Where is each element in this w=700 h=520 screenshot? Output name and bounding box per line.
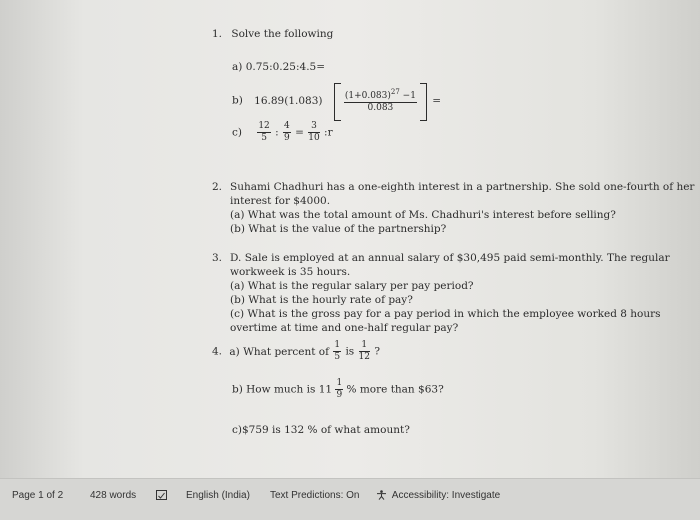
- question-3-line-5: (c) What is the gross pay for a pay period in which the employee worked 8 hours: [230, 308, 661, 320]
- question-4a-is: is: [345, 345, 355, 358]
- question-2-number: 2.: [212, 181, 223, 193]
- question-1c-equals: =: [295, 126, 304, 139]
- question-1c-fraction-3: $\frac{3}{10}$: [308, 121, 320, 143]
- language-status[interactable]: English (India): [186, 490, 250, 501]
- question-4c: c)$759 is 132 % of what amount?: [232, 424, 410, 436]
- accessibility-status[interactable]: [376, 490, 500, 501]
- question-1b-bracket-expression: [334, 87, 427, 114]
- question-1c-tail: :r: [324, 126, 333, 139]
- question-1b-numerator: $(1+0.083)^{27} -1$: [344, 88, 416, 101]
- question-4a-fraction-2: $\frac{1}{12}$: [358, 340, 370, 362]
- question-3-line-4: (b) What is the hourly rate of pay?: [230, 294, 413, 306]
- question-4-number: 4.: [212, 345, 223, 358]
- question-1a: a) 0.75:0.25:4.5=: [232, 61, 326, 73]
- question-2-line-2: interest for $4000.: [230, 195, 331, 207]
- right-bracket: [420, 83, 427, 121]
- question-3-line-1: D. Sale is employed at an annual salary of $30,495 paid semi-monthly. The regular: [230, 252, 670, 264]
- question-4b: [232, 378, 444, 401]
- question-1b-equals: =: [432, 94, 442, 107]
- proofing-icon: [156, 490, 167, 500]
- question-1-title: Solve the following: [231, 28, 334, 40]
- question-1b-lead: 16.89(1.083): [254, 94, 323, 107]
- question-4b-fraction: $\frac{1}{9}$: [336, 378, 343, 400]
- question-1c-label: c): [232, 126, 242, 139]
- word-count-status[interactable]: 428 words: [90, 490, 137, 501]
- text-predictions-status[interactable]: Text Predictions: On: [270, 490, 360, 501]
- question-1b: [232, 87, 441, 117]
- question-1-number: 1.: [212, 28, 223, 40]
- question-4a-qmark: ?: [374, 345, 380, 358]
- question-2-line-1: Suhami Chadhuri has a one-eighth interest in a partnership. She sold one-fourth of her: [230, 181, 695, 193]
- question-4b-tail: % more than $63?: [346, 383, 444, 396]
- accessibility-icon: [376, 490, 387, 500]
- question-1c: [232, 121, 333, 144]
- question-1c-fraction-2: $\frac{4}{9}$: [284, 121, 290, 143]
- question-1c-fraction-1: $\frac{12}{5}$: [258, 121, 270, 143]
- question-1b-fraction: [344, 87, 417, 114]
- question-1b-label: b): [232, 94, 243, 107]
- question-2-line-3: (a) What was the total amount of Ms. Chadhuri's interest before selling?: [230, 209, 616, 221]
- question-1b-denominator: 0.083: [367, 103, 394, 113]
- question-1c-colon: :: [275, 126, 279, 139]
- question-1-heading: [212, 28, 333, 40]
- question-4a-fraction-1: $\frac{1}{5}$: [334, 340, 341, 362]
- question-3-line-2: workweek is 35 hours.: [230, 266, 351, 278]
- question-3-line-3: (a) What is the regular salary per pay period?: [230, 280, 474, 292]
- question-3-line-6: overtime at time and one-half regular pay?: [230, 322, 459, 334]
- question-4b-text: b) How much is 11: [232, 383, 333, 396]
- page-count-status[interactable]: Page 1 of 2: [12, 490, 64, 501]
- status-bar: [0, 478, 700, 520]
- question-4a: [212, 340, 380, 363]
- left-bracket: [334, 83, 341, 121]
- question-2-line-4: (b) What is the value of the partnership?: [230, 223, 447, 235]
- proofing-status[interactable]: [156, 490, 167, 501]
- accessibility-label: Accessibility: Investigate: [391, 490, 501, 501]
- question-4a-text: a) What percent of: [229, 345, 330, 358]
- question-3-number: 3.: [212, 252, 223, 264]
